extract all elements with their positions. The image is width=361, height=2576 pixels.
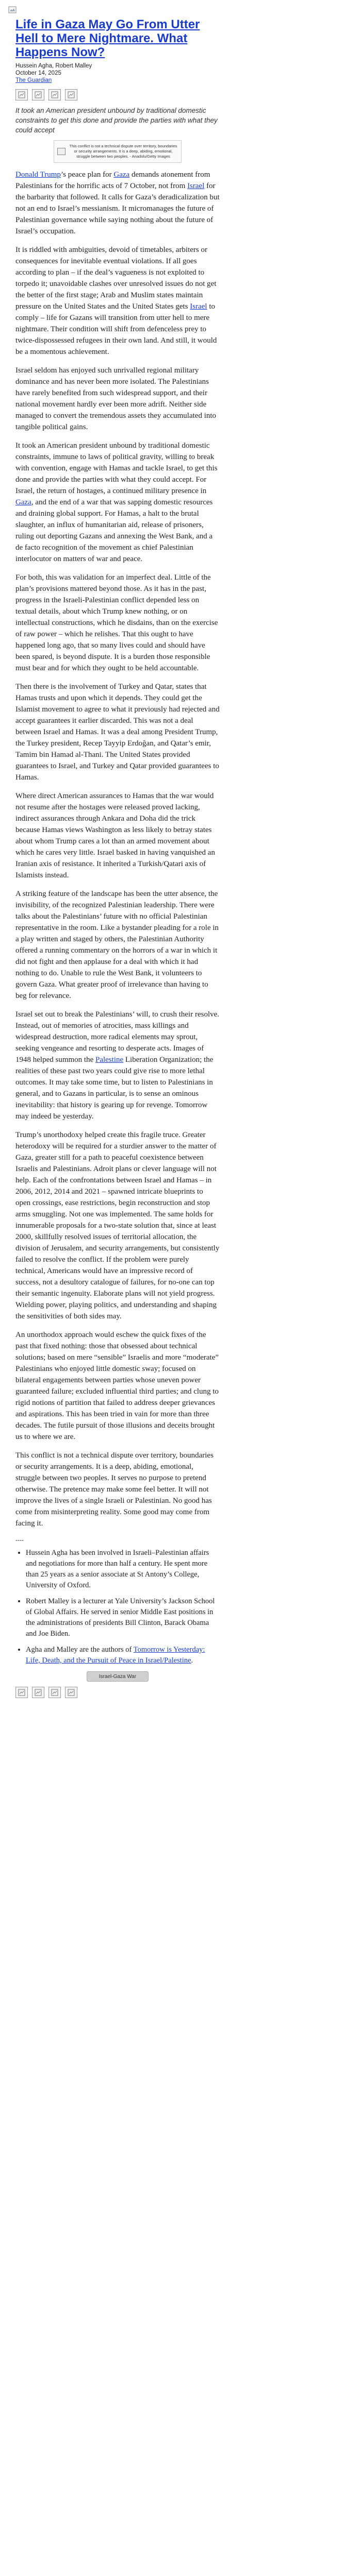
paragraph-text: It is riddled with ambiguities, devoid of timetables, arbiters or consequences for inevitable eventual violations. If all goes according to plan – if the deal’s vagueness is not exploited to torpedo it; unavoidable clashes over unresolved issues do not get the better of the first stage; Arab and Muslim states maintain pressure on the United States and the United States gets [15,246,217,311]
flag-icon [8,6,17,13]
paragraph-text: demands atonement from Palestinians for the horrific acts of 7 October, not from [15,171,210,190]
share-row-top [15,89,220,100]
article-title[interactable]: Life in Gaza May Go From Utter Hell to Mere Nightmare. What Happens Now? [15,18,200,59]
source-link[interactable]: The Guardian [15,77,52,83]
bio-text: . [191,1656,193,1665]
paragraph-text: Liberation Organization; the realities of these past two years could give rise to more lethal outcomes. It may take some time, but to listen to Palestinians in general, and to Gazans in particular, is to sense an ominous inevitability: that history is gearing up for revenge. Tomorrow may indeed be yesterday. [15,1056,214,1121]
paragraph-text: Israel set out to break the Palestinians’ will, to crush their resolve. Instead, out of memories of atrocities, mass killings and widespread destruction, more radical elements may sprout, seeking vengeance and resorting to desperate acts. Images of 1948 helped summon the [15,1010,220,1064]
paragraph-10: Trump’s unorthodoxy helped create this fragile truce. Greater heterodoxy will be required for a sturdier answer to the matter of Gaza, greater still for a path to peaceful coexistence between Israelis and Palestinians. Adroit plans or clever language will not help. Each of the confrontations between Israel and Hamas – in 2006, 2012, 2014 and 2021 – spawned intricate blueprints to open crossings, ease restrictions, begin reconstruction and stop arms smuggling. Not one was implemented. The same holds for innumerable proposals for a two-state solution that, since at least 2000, skillfully resolved issues of territorial allocation, the division of Jerusalem, and security arrangements, but consistently failed to resolve the conflict. If the problem were purely technical, Americans would have an impressive record of success, not a desultory catalogue of failures, for no-one can top their semantic ingenuity. Elaborate plans will not yield progress. Wielding power, playing politics, and understanding and shaping the sensitivities of both sides may. [15,1131,220,1320]
publish-date: October 14, 2025 [15,70,61,76]
twitter-icon [18,1689,25,1696]
article [15,18,220,1703]
email-icon [51,91,58,98]
article-image [54,140,182,163]
image-caption: This conflict is not a technical dispute over territory, boundaries or security arrangements. It is a deep, abiding, emotional, struggle between two peoples. - Anadolu/Getty Images [69,144,177,159]
paragraph-6: Then there is the involvement of Turkey and Qatar, states that Hamas trusts and upon which it depends. They could get the Islamist movement to agree to what it previously had rejected and accept guarantees it earlier discarded. This was not a deal between Israel and Hamas. It was a deal among President Trump, the Turkey president, Recep Tayyip Erdoğan, and Qatar’s emir, Tamim bin Hamad al-Thani. The United States provided guarantees to Israel, and Turkey and Qatar provided guarantees to Hamas. [15,683,220,782]
authors: Hussein Agha, Robert Malley [15,63,92,69]
image-placeholder-icon [57,148,65,155]
separator: ---- [15,1536,24,1544]
link-israel-2[interactable]: Israel [190,302,207,311]
facebook-icon [35,91,42,98]
topic-button[interactable]: Israel-Gaza War [87,1671,149,1682]
paragraph-text: for the barbarity that followed. It calls for Gaza’s deradicalization but not an end to Israel’s messianism. It micromanages the future of Palestinian governance while saying nothing about the future of Israel’s occupation. [15,182,220,235]
share-twitter-button-bottom[interactable] [15,1687,28,1698]
share-link-button[interactable] [65,89,77,100]
paragraph-9 [15,1009,220,1122]
share-link-button-bottom[interactable] [65,1687,77,1698]
link-icon [68,91,75,98]
link-icon [68,1689,75,1696]
share-facebook-button-bottom[interactable] [32,1687,44,1698]
paragraph-5: For both, this was validation for an imperfect deal. Little of the plan’s provisions mattered beyond those. As it has in the past, progress in the Israeli-Palestinian conflict depended less on textual details, about which Trump knew nothing, or on intellectual constructions, which he disdains, than on the exercise of raw power – which he relishes. That this ought to have happened long ago, that so many lives could and should have been spared, is beyond dispute. It is a burden those responsible must bear and for which they ought to be held accountable. [15,573,218,672]
paragraph-8: A striking feature of the landscape has been the utter absence, the invisibility, of the recognized Palestinian leadership. There were talks about the Palestinians’ future with no official Palestinian representative in the room. Like a bystander pleading for a role in a play written and staged by others, the Palestinian Authority offered a running commentary on the horrors of a war in which it did not fight and then applause for a deal with which it had nothing to do. Unable to rule the West Bank, it volunteers to govern Gaza. What greater proof of irrelevance than having to beg for relevance. [15,890,219,1000]
link-gaza-2[interactable]: Gaza [15,498,31,506]
facebook-icon [35,1689,42,1696]
paragraph-3: Israel seldom has enjoyed such unrivalled regional military dominance and has never been more isolated. The Palestinians have rarely benefited from such widespread support, and their national movement hardly ever been more adrift. Neither side managed to convert the tremendous assets they accumulated into tangible political gains. [15,366,217,431]
link-palestine[interactable]: Palestine [95,1056,124,1064]
paragraph-text: , and the end of a war that was sapping domestic resources and draining global support. For Hamas, a halt to the brutal slaughter, an influx of humanitarian aid, release of prisoners, ruling out deporting Gazans and annexing the West Bank, and a de facto recognition of the movement as chief Palestinian interlocutor on matters of war and peace. [15,498,213,563]
paragraph-text: It took an American president unbound by traditional domestic constraints, immune to laws of political gravity, willing to break with convention, engage with Hamas and tackle Israel, to get this done and provide the parties with what they could accept. For Israel, the return of hostages, a continued military presence in [15,442,218,495]
paragraph-7: Where direct American assurances to Hamas that the war would not resume after the hostages were released proved lacking, indirect assurances through Ankara and Doha did the trick because Hamas views Washington as less likely to betray states about whom Trump cares a lot than an armed movement about which he cares very little. Israel basked in having vanquished an Iranian axis of resistance. It inherited a Turkish/Qatari axis of Islamists instead. [15,792,215,879]
paragraph-2 [15,244,220,358]
paragraph-11: An unorthodox approach would eschew the quick fixes of the past that fixed nothing: those that obsessed about technical solutions; based on mere “sensible” Israelis and more “moderate” Palestinians who enjoyed little domestic sway; focused on bilateral engagements between parties whose uneven power guaranteed failure; excluded influential third parties; and clung to rigid notions of partition that failed to address deeper grievances and aspirations. This has been tried in vain for more than three decades. The futile pursuit of those illusions and deceits brought us to where we are. [15,1331,219,1441]
share-email-button[interactable] [48,89,61,100]
link-israel[interactable]: Israel [187,182,205,190]
pull-quote: It took an American president unbound by traditional domestic constraints to get this done and provide the parties with what they could accept [15,107,218,134]
link-gaza[interactable]: Gaza [113,171,130,179]
bio-robert-malley: • Robert Malley is a lecturer at Yale University’s Jackson School of Global Affairs. He served in senior Middle East positions in the administrations of presidents Bill Clinton, Barack Obama and Joe Biden. [26,1596,220,1639]
paragraph-4 [15,440,220,565]
share-twitter-button[interactable] [15,89,28,100]
share-email-button-bottom[interactable] [48,1687,61,1698]
twitter-icon [18,91,25,98]
paragraph-12: This conflict is not a technical dispute over territory, boundaries or security arrangements. It is a deep, abiding, emotional, struggle between two peoples. It serves no purpose to pretend otherwise. The pretence may make some feel better. It will not improve the lives of a single Israeli or Palestinian. No good has come from misinterpreting reality. Some good may come from facing it. [15,1451,214,1528]
paragraph-1 [15,169,220,237]
paragraph-text: to comply – life for Gazans will transition from utter hell to mere nightmare. Their condition will shift from defenceless prey to twice-dispossessed refugees in their own land. And still, it would be a momentous achievement. [15,302,217,356]
bio-book [26,1645,220,1666]
share-row-bottom [15,1687,220,1698]
author-bios [15,1548,220,1666]
share-facebook-button[interactable] [32,89,44,100]
byline [15,62,220,84]
link-donald-trump[interactable]: Donald Trump [15,171,61,179]
email-icon [51,1689,58,1696]
bio-text: Agha and Malley are the authors of [26,1646,134,1654]
bio-hussein-agha: • Hussein Agha has been involved in Israeli–Palestinian affairs and negotiations for more than half a century. He spent more than 25 years as a senior associate at St Antony’s College, University of Oxford. [26,1548,220,1591]
book-link[interactable]: Tomorrow is Yesterday: Life, Death, and the Pursuit of Peace in Israel/Palestine [26,1646,205,1665]
paragraph-text: ’s peace plan for [60,171,114,179]
